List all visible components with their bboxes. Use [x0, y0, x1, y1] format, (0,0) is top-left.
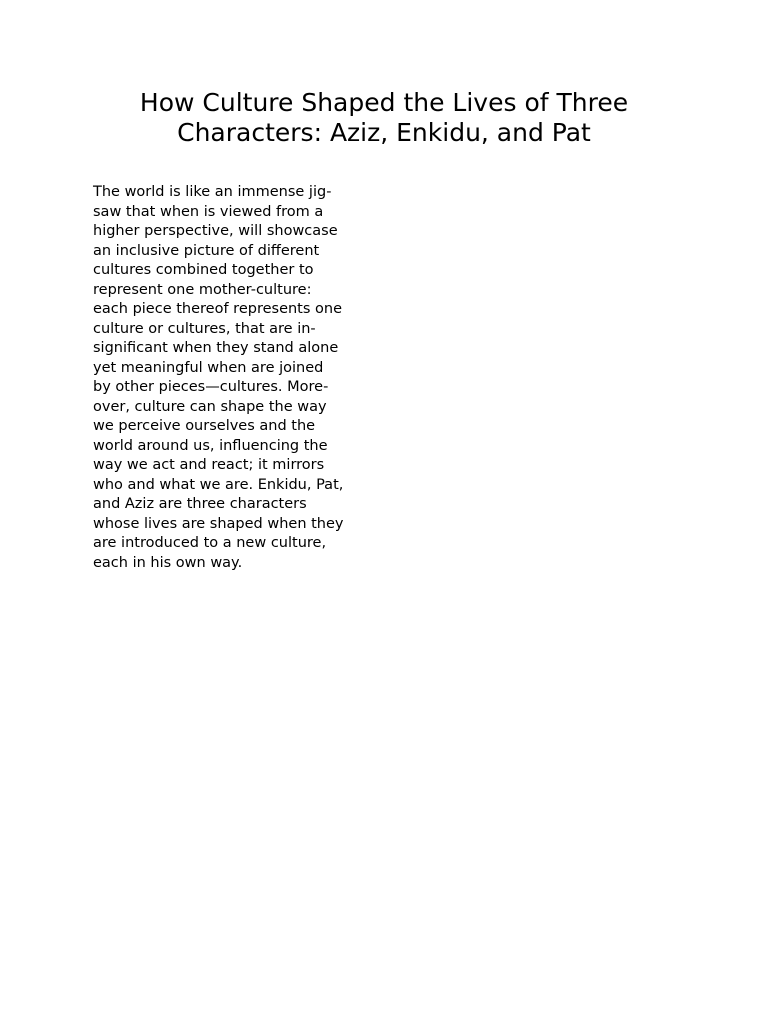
paragraph-line: The world is like an immense jig- — [93, 184, 332, 200]
paragraph-line: cultures combined together to — [93, 262, 314, 278]
paragraph-line: who and what we are. Enkidu, Pat, — [93, 476, 344, 493]
paragraph-line: yet meaningful when are joined — [93, 359, 324, 376]
paragraph-line: by other pieces—cultures. More- — [93, 379, 329, 395]
paragraph-line: way we act and react; it mirrors — [93, 457, 325, 473]
paragraph-line: over, culture can shape the way — [93, 398, 327, 415]
paragraph-line: culture or cultures, that are in- — [93, 320, 316, 337]
paragraph-line: an inclusive picture of different — [93, 242, 320, 259]
paragraph-line: represent one mother-culture: — [93, 281, 312, 298]
paragraph-line: saw that when is viewed from a — [93, 203, 324, 220]
paragraph-line: each piece thereof represents one — [93, 301, 343, 317]
intro-paragraph — [93, 183, 393, 573]
paragraph-line: each in his own way. — [93, 554, 243, 571]
paragraph-line: whose lives are shaped when they — [93, 515, 344, 532]
paragraph-line: higher perspective, will showcase — [93, 223, 338, 239]
document-title — [60, 88, 708, 148]
paragraph-line: significant when they stand alone — [93, 340, 339, 356]
paragraph-line: and Aziz are three characters — [93, 496, 307, 512]
paragraph-line: world around us, influencing the — [93, 437, 328, 454]
title-line: Characters: Aziz, Enkidu, and Pat — [177, 118, 591, 147]
title-line: How Culture Shaped the Lives of Three — [139, 88, 629, 117]
paragraph-line: we perceive ourselves and the — [93, 418, 316, 434]
paragraph-line: are introduced to a new culture, — [93, 535, 327, 551]
